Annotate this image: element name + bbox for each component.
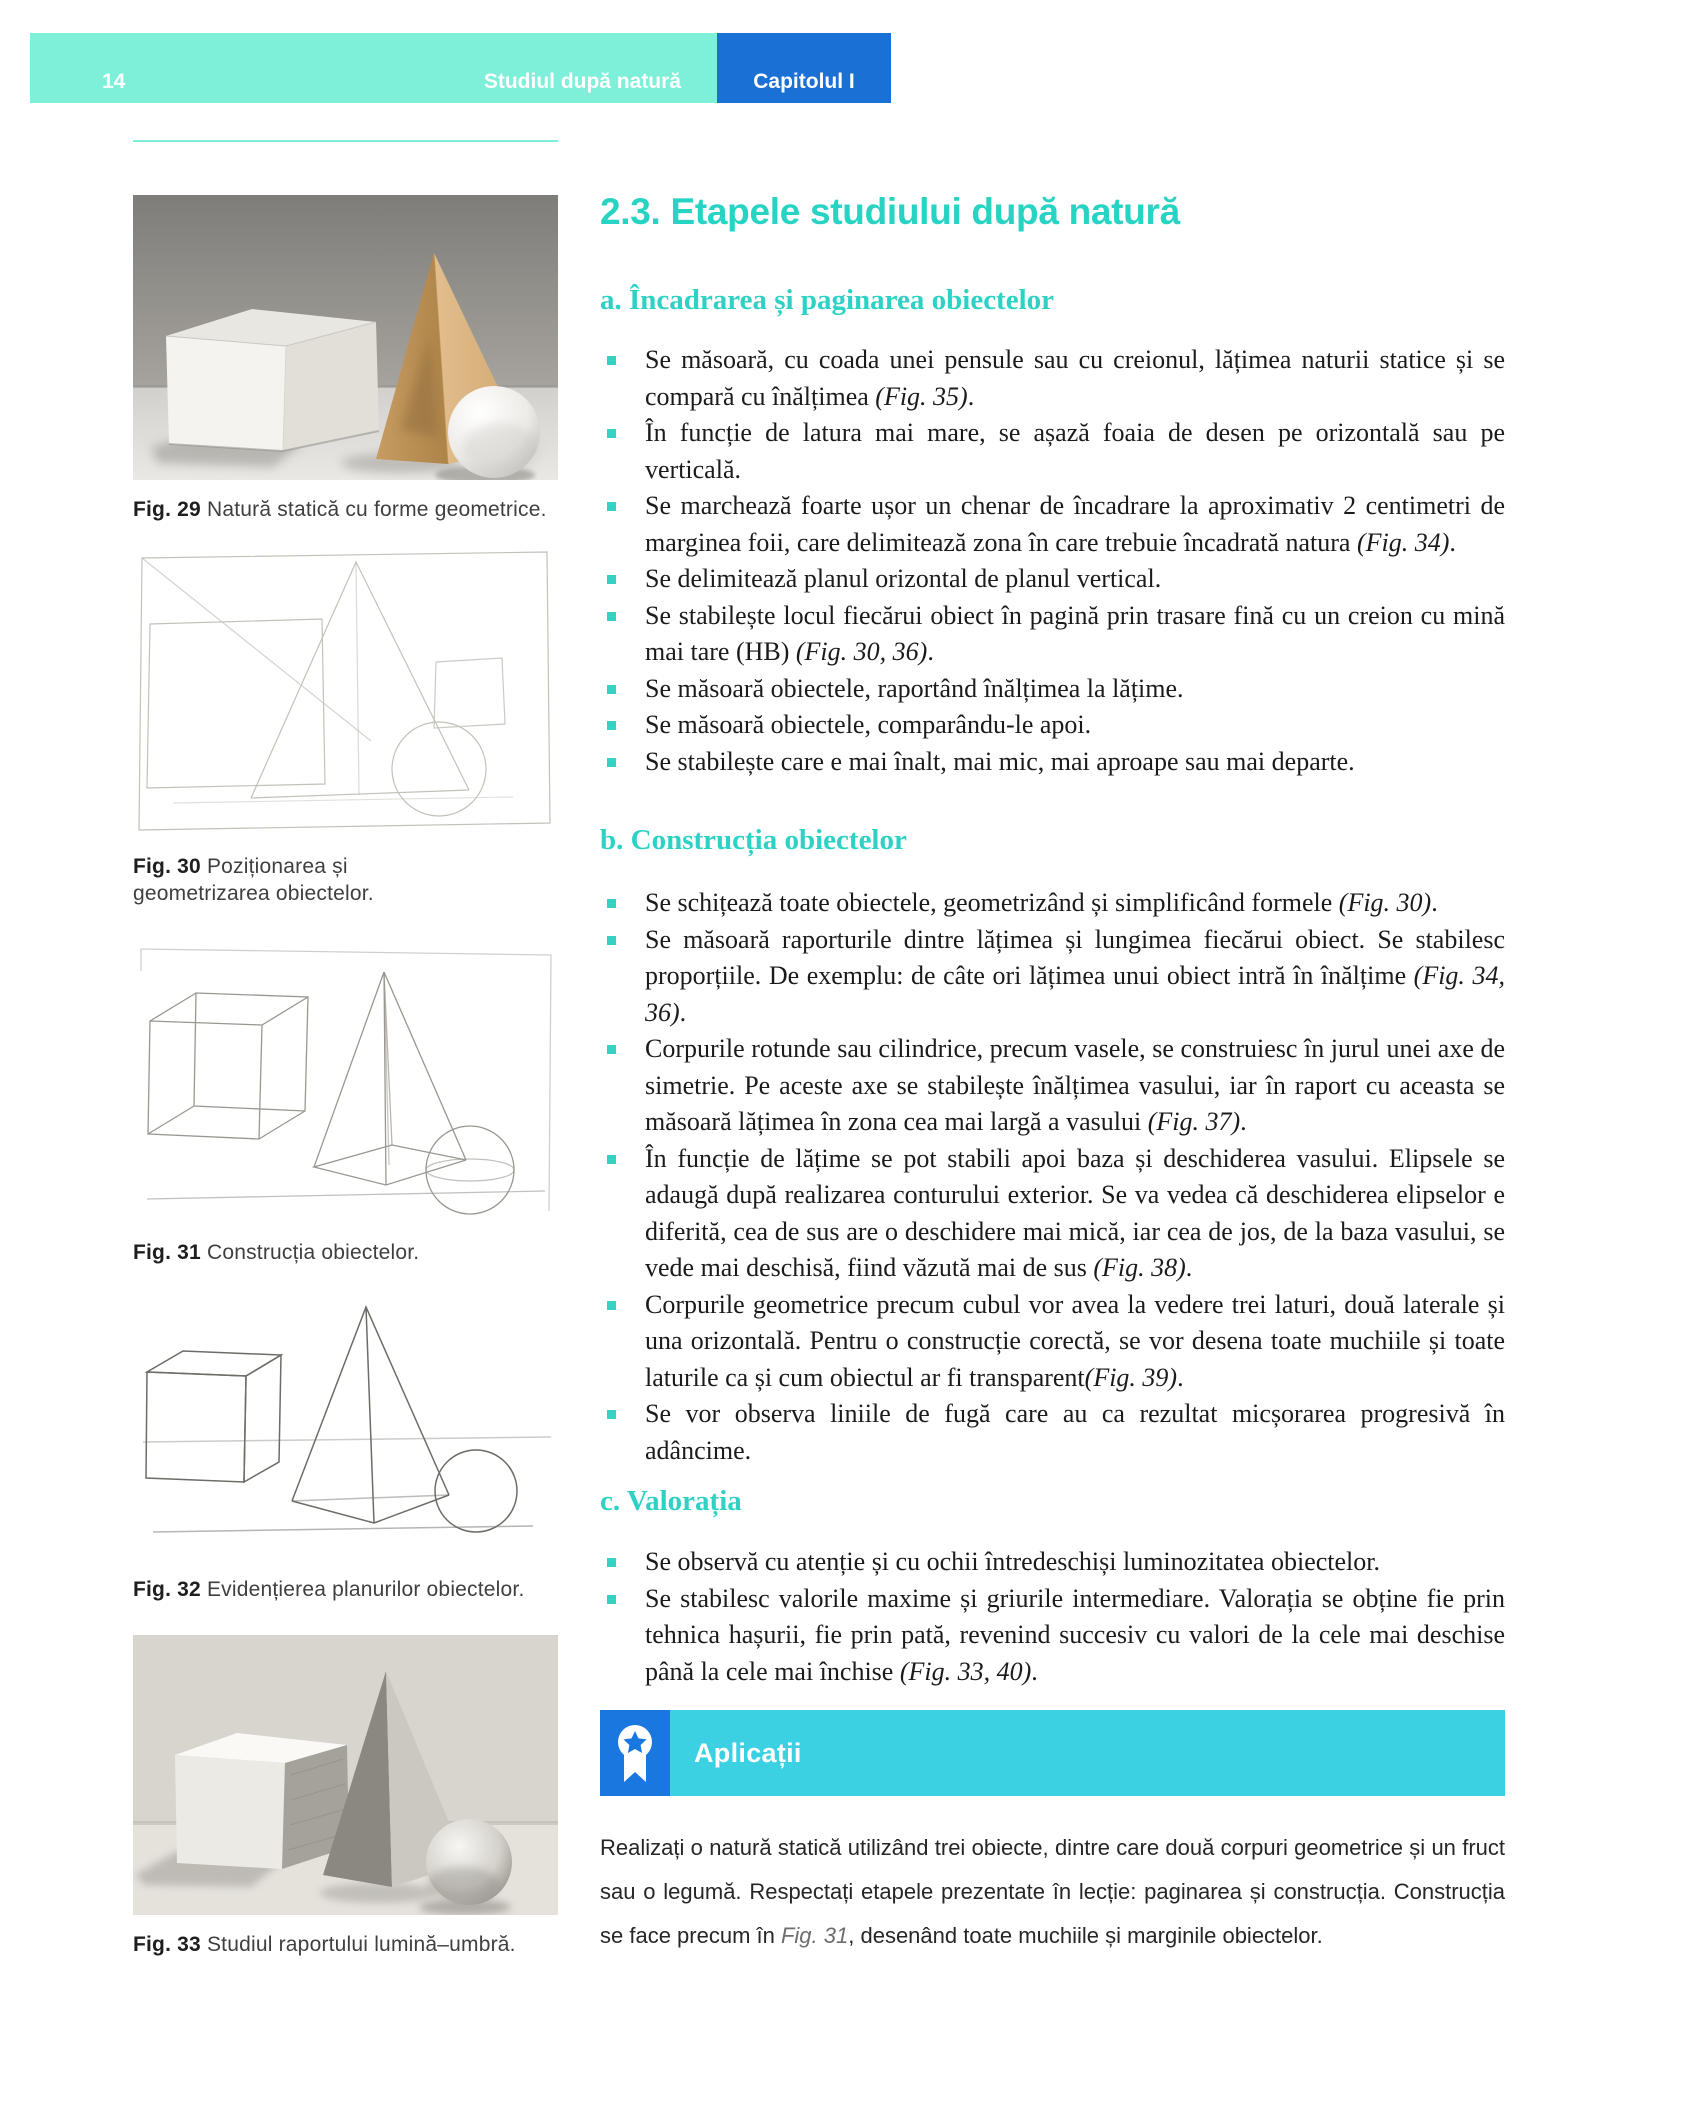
bullet-item: În funcție de lățime se pot stabili apoi baza și deschiderea vasului. Elipsele se adaugă după realizarea conturului exterior. Se va vedea că deschiderea elipselor e diferită, cea de sus are o deschidere mai mică, iar cea de jos, de la baza vasului, se vede mai deschisă, fiind văzută mai de sus (Fig. 38). <box>600 1141 1505 1287</box>
figure-30 <box>133 545 558 907</box>
figure-33-caption: Fig. 33 Studiul raportului lumină–umbră. <box>133 1933 516 1956</box>
award-ribbon-icon <box>600 1710 670 1796</box>
section-title: 2.3. Etapele studiului după natură <box>600 191 1180 232</box>
bullet-item: Se măsoară obiectele, comparându-le apoi. <box>600 707 1505 744</box>
bullet-item: Se măsoară, cu coada unei pensule sau cu creionul, lățimea naturii statice și se compară cu înălțimea (Fig. 35). <box>600 342 1505 415</box>
bullet-item: Se marchează foarte ușor un chenar de încadrare la aproximativ 2 centimetri de marginea foii, care delimitează zona în care trebuie încadrată natura (Fig. 34). <box>600 488 1505 561</box>
header-section-band <box>30 33 717 103</box>
bullet-item: Se observă cu atenție și cu ochii întredeschiși luminozitatea obiectelor. <box>600 1544 1505 1581</box>
figure-32 <box>133 1292 558 1603</box>
bullet-item: Se delimitează planul orizontal de planul vertical. <box>600 561 1505 598</box>
header-chapter-title: Capitolul I <box>753 70 855 93</box>
subsection-b-heading: b. Construcția obiectelor <box>600 824 907 856</box>
light-shadow-study <box>133 1635 558 1915</box>
bullet-item: Corpurile rotunde sau cilindrice, precum vasele, se construiesc în jurul unei axe de simetrie. Pe aceste axe se stabilește înălțimea vasului, iar în raport cu aceasta se măsoară lățimea în zona cea mai largă a vasului (Fig. 37). <box>600 1031 1505 1141</box>
bullet-item: În funcție de latura mai mare, se așază foaia de desen pe orizontală sau pe verticală. <box>600 415 1505 488</box>
page-header <box>30 33 891 103</box>
subsection-b-list <box>600 885 1505 1469</box>
figure-31-caption: Fig. 31 Construcția obiectelor. <box>133 1241 420 1264</box>
planes-line-drawing <box>133 1292 558 1560</box>
header-chapter-band <box>717 33 891 103</box>
construction-drawing <box>133 941 558 1223</box>
bullet-item: Se schițează toate obiectele, geometrizând și simplificând formele (Fig. 30). <box>600 885 1505 922</box>
bullet-item: Corpurile geometrice precum cubul vor avea la vedere trei laturi, două laterale și una orizontală. Pentru o construcție corectă, se vor desena toate muchiile și toate laturile ca și cum obiectul ar fi transparent(Fig. 39). <box>600 1287 1505 1397</box>
figure-29-caption: Fig. 29 Natură statică cu forme geometrice. <box>133 498 547 521</box>
subsection-a-heading: a. Încadrarea și paginarea obiectelor <box>600 284 1055 316</box>
still-life-photo <box>133 195 558 480</box>
applications-text: Realizați o natură statică utilizând trei obiecte, dintre care două corpuri geometrice și un fruct sau o legumă. Respectați etapele prezentate în lecție: paginarea și construcția. Construcția se face precum în Fig. 31, desenând toate muchiile și marginile obiectelor. <box>600 1835 1505 1948</box>
subsection-a-list <box>600 342 1505 780</box>
figure-30-label: Fig. 30 <box>133 855 201 878</box>
applications-title: Aplicații <box>694 1737 802 1768</box>
applications-title-bar <box>670 1710 1505 1796</box>
figure-32-label: Fig. 32 <box>133 1578 201 1601</box>
bullet-item: Se vor observa liniile de fugă care au ca rezultat micșorarea progresivă în adâncime. <box>600 1396 1505 1469</box>
bullet-item: Se stabilesc valorile maxime și griurile intermediare. Valorația se obține fie prin tehnica hașurii, fie prin pată, revenind succesiv cu valori de la cele mai deschise până la cele mai închise (Fig. 33, 40). <box>600 1581 1505 1691</box>
figure-33-label: Fig. 33 <box>133 1933 201 1956</box>
subsection-c-heading: c. Valorația <box>600 1485 742 1517</box>
figure-32-caption: Fig. 32 Evidențierea planurilor obiectelor. <box>133 1578 525 1601</box>
bullet-item: Se stabilește care e mai înalt, mai mic, mai aproape sau mai departe. <box>600 744 1505 781</box>
positioning-sketch <box>133 545 558 837</box>
figure-31 <box>133 941 558 1266</box>
figure-30-caption: Fig. 30 Poziționarea și geometrizarea obiectelor. <box>133 855 374 905</box>
figure-29-label: Fig. 29 <box>133 498 201 521</box>
content-column <box>600 170 1505 1958</box>
figure-29 <box>133 195 558 523</box>
bullet-item: Se stabilește locul fiecărui obiect în pagină prin trasare fină cu un creion cu mină mai tare (HB) (Fig. 30, 36). <box>600 598 1505 671</box>
bullet-item: Se măsoară obiectele, raportând înălțimea la lățime. <box>600 671 1505 708</box>
figure-33 <box>133 1635 558 1958</box>
page-number: 14 <box>102 70 126 93</box>
figure-31-label: Fig. 31 <box>133 1241 201 1264</box>
figures-column <box>133 140 558 1958</box>
bullet-item: Se măsoară raporturile dintre lățimea și lungimea fiecărui obiect. Se stabilesc proporțiile. De exemplu: de câte ori lățimea unui obiect intră în înălțime (Fig. 34, 36). <box>600 922 1505 1032</box>
applications-box <box>600 1710 1505 1796</box>
figures-accent-rule <box>133 140 558 142</box>
header-section-title: Studiul după natură <box>483 70 681 93</box>
subsection-c-list <box>600 1544 1505 1690</box>
